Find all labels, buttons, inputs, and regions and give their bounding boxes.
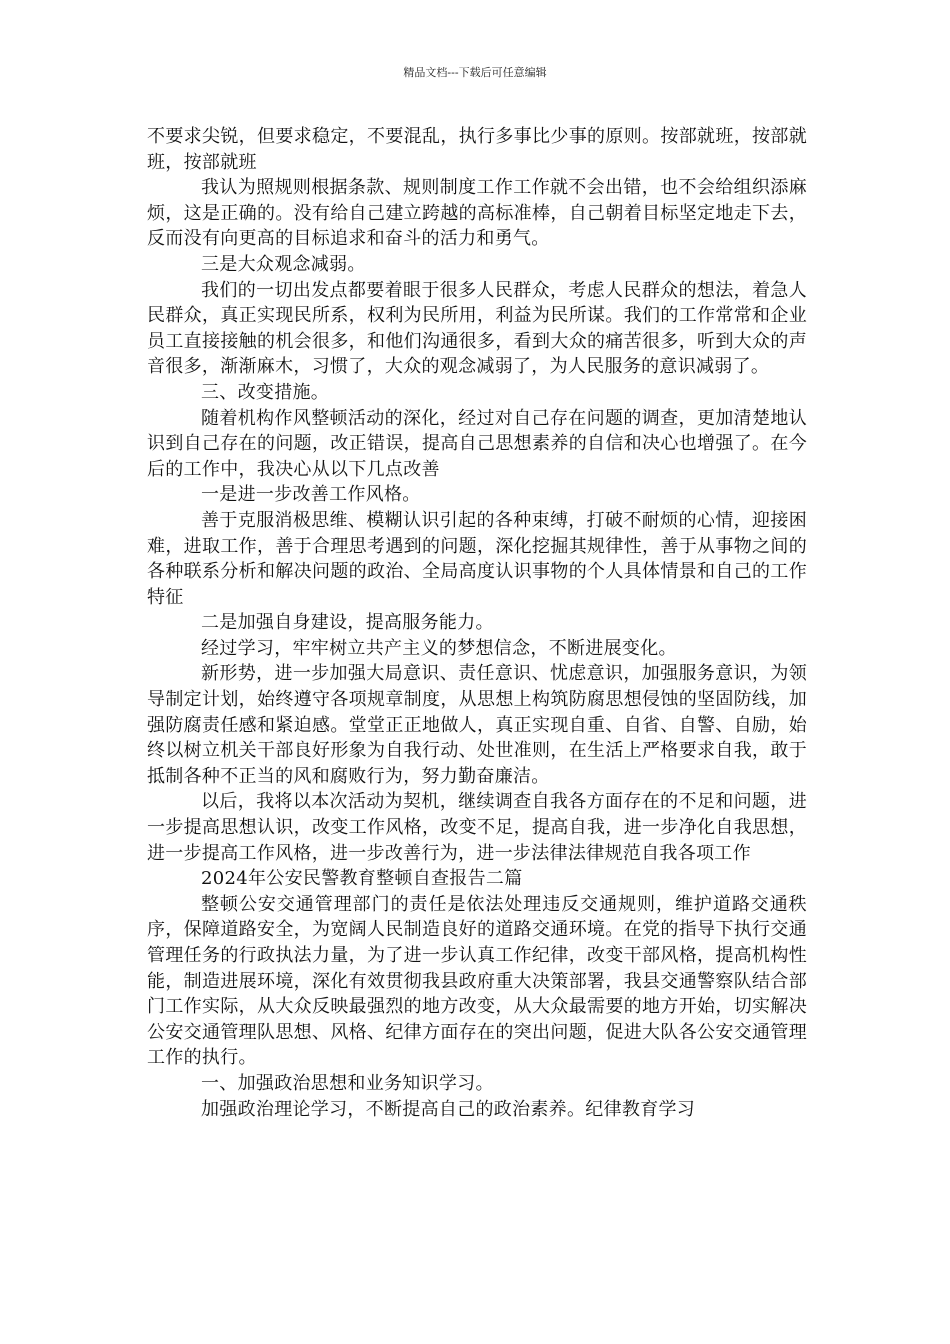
section-heading: 一、加强政治思想和业务知识学习。 xyxy=(201,1072,494,1094)
paragraph-heading: 三是大众观念减弱。 xyxy=(201,253,366,275)
paragraph: 善于克服消极思维、模糊认识引起的各种束缚，打破不耐烦的心情，迎接困难，进取工作，善于合理思考遇到的问题，深化挖掘其规律性，善于从事物之间的各种联系分析和解决问题的政治、全局高度认识事物的个人具体情景和自己的工作特征 xyxy=(147,509,807,608)
section-heading: 三、改变措施。 xyxy=(201,381,330,403)
paragraph: 以后，我将以本次活动为契机，继续调查自我各方面存在的不足和问题，进一步提高思想认识，改变工作风格，改变不足，提高自我，进一步净化自我思想，进一步提高工作风格，进一步改善行为，进一步法律法律规范自我各项工作 xyxy=(147,791,807,864)
paragraph: 加强政治理论学习，不断提高自己的政治素养。纪律教育学习 xyxy=(201,1098,696,1120)
paragraph: 不要求尖锐，但要求稳定，不要混乱，执行多事比少事的原则。按部就班，按部就班，按部就班 xyxy=(147,126,807,173)
paragraph-heading: 一是进一步改善工作风格。 xyxy=(201,484,421,506)
paragraph: 我们的一切出发点都要着眼于很多人民群众，考虑人民群众的想法，着急人民群众，真正实现民所系，权利为民所用，利益为民所谋。我们的工作常常和企业员工直接接触的机会很多，和他们沟通很多，看到大众的痛苦很多，听到大众的声音很多，渐渐麻木，习惯了，大众的观念减弱了，为人民服务的意识减弱了。 xyxy=(147,279,807,378)
document-body xyxy=(147,124,807,1122)
paragraph: 经过学习，牢牢树立共产主义的梦想信念，不断进展变化。 xyxy=(201,637,677,659)
paragraph: 整顿公安交通管理部门的责任是依法处理违反交通规则，维护道路交通秩序，保障道路安全，为宽阔人民制造良好的道路交通环境。在党的指导下执行交通管理任务的行政执法力量，为了进一步认真工作纪律，改变干部风格，提高机构性能，制造进展环境，深化有效贯彻我县政府重大决策部署，我县交通警察队结合部门工作实际，从大众反映最强烈的地方改变，从大众最需要的地方开始，切实解决公安交通管理队思想、风格、纪律方面存在的突出问题，促进大队各公安交通管理工作的执行。 xyxy=(147,893,807,1069)
paragraph-heading: 二是加强自身建设，提高服务能力。 xyxy=(201,612,494,634)
page-header: 精品文档---下载后可任意编辑 xyxy=(403,66,547,79)
report-title: 2024年公安民警教育整顿自查报告二篇 xyxy=(201,868,523,890)
paragraph: 随着机构作风整顿活动的深化，经过对自己存在问题的调查，更加清楚地认识到自己存在的问题，改正错误，提高自己思想素养的自信和决心也增强了。在今后的工作中，我决心从以下几点改善 xyxy=(147,407,807,480)
paragraph: 我认为照规则根据条款、规则制度工作工作就不会出错，也不会给组织添麻烦，这是正确的。没有给自己建立跨越的高标准棒，自己朝着目标坚定地走下去，反而没有向更高的目标追求和奋斗的活力和勇气。 xyxy=(147,177,807,250)
paragraph: 新形势，进一步加强大局意识、责任意识、忧虑意识，加强服务意识，为领导制定计划，始终遵守各项规章制度，从思想上构筑防腐思想侵蚀的坚固防线，加强防腐责任感和紧迫感。堂堂正正地做人，真正实现自重、自省、自警、自励，始终以树立机关干部良好形象为自我行动、处世准则，在生活上严格要求自我，敢于抵制各种不正当的风和腐败行为，努力勤奋廉洁。 xyxy=(147,663,807,787)
